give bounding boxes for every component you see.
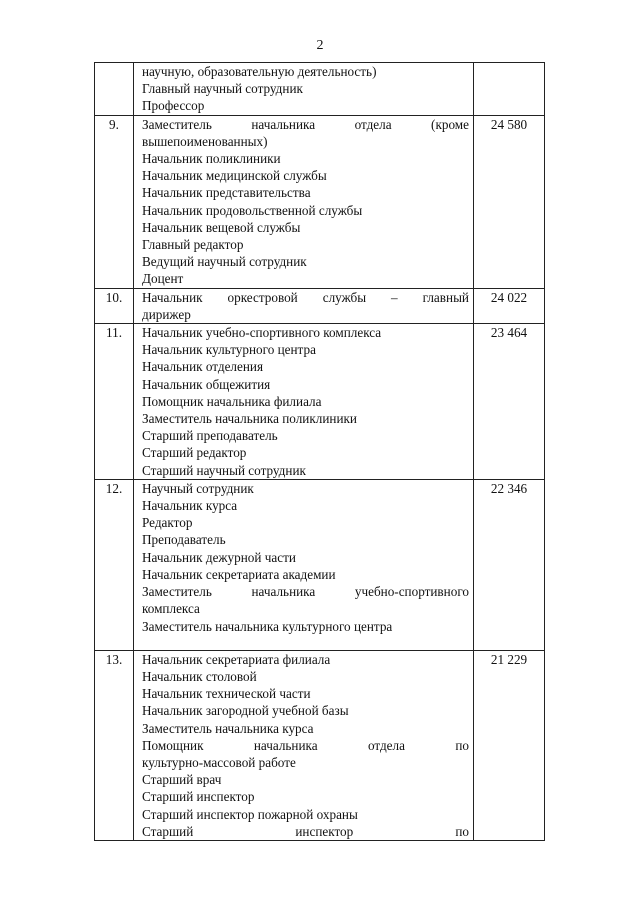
- page-number: 2: [316, 38, 324, 53]
- position-line: Старший инспектор по: [142, 823, 469, 839]
- position-titles: [134, 324, 474, 480]
- table-row: [95, 650, 545, 840]
- table-row: [95, 479, 545, 650]
- position-line: Преподаватель: [142, 532, 226, 548]
- table-row: [95, 324, 545, 480]
- position-line: культурно-массовой работе: [142, 754, 296, 770]
- row-number: 10.: [95, 288, 134, 323]
- table-row: [95, 63, 545, 116]
- salary-amount: 22 346: [474, 479, 545, 650]
- position-line: Старший редактор: [142, 445, 247, 461]
- position-line: Заместитель начальника отдела (кроме: [142, 116, 469, 132]
- position-line: Начальник секретариата филиала: [142, 651, 331, 667]
- position-line: Начальник поликлиники: [142, 151, 281, 167]
- position-line: Начальник оркестровой службы – главный: [142, 289, 469, 305]
- position-titles: [134, 288, 474, 323]
- position-line: Начальник столовой: [142, 668, 257, 684]
- row-number: 11.: [95, 324, 134, 480]
- position-line: Помощник начальника отдела по: [142, 737, 469, 753]
- position-titles: [134, 63, 474, 116]
- table-row: [95, 115, 545, 288]
- position-titles: [134, 479, 474, 650]
- row-number: [95, 63, 134, 116]
- position-line: Старший инспектор: [142, 789, 255, 805]
- position-line: Профессор: [142, 98, 205, 114]
- salary-amount: 21 229: [474, 650, 545, 840]
- position-line: Ведущий научный сотрудник: [142, 254, 307, 270]
- row-number: 13.: [95, 650, 134, 840]
- position-line: Начальник загородной учебной базы: [142, 703, 349, 719]
- position-line: Заместитель начальника учебно-спортивного: [142, 584, 469, 600]
- position-line: Начальник вещевой службы: [142, 219, 301, 235]
- position-line: Редактор: [142, 515, 193, 531]
- salary-amount: [474, 63, 545, 116]
- position-line: Помощник начальника филиала: [142, 393, 322, 409]
- position-line: Начальник технической части: [142, 686, 311, 702]
- position-line: Начальник дежурной части: [142, 549, 296, 565]
- salary-amount: 24 022: [474, 288, 545, 323]
- position-line: Заместитель начальника курса: [142, 720, 314, 736]
- position-titles: [134, 115, 474, 288]
- position-line: дирижер: [142, 306, 191, 322]
- position-line: Главный редактор: [142, 237, 244, 253]
- position-line: Заместитель начальника поликлиники: [142, 411, 357, 427]
- positions-table: [94, 62, 545, 841]
- position-titles: [134, 650, 474, 840]
- position-line: Начальник учебно-спортивного комплекса: [142, 325, 382, 341]
- salary-amount: 24 580: [474, 115, 545, 288]
- position-line: Научный сотрудник: [142, 480, 254, 496]
- position-line: Старший преподаватель: [142, 428, 278, 444]
- position-line: Начальник продовольственной службы: [142, 202, 363, 218]
- salary-amount: 23 464: [474, 324, 545, 480]
- position-line: Старший научный сотрудник: [142, 462, 306, 478]
- position-line: Доцент: [142, 271, 184, 287]
- position-line: комплекса: [142, 601, 200, 617]
- position-line: Начальник курса: [142, 498, 238, 514]
- row-number: 9.: [95, 115, 134, 288]
- position-line: Начальник отделения: [142, 359, 264, 375]
- position-line: Старший инспектор пожарной охраны: [142, 806, 358, 822]
- position-line: Начальник общежития: [142, 376, 271, 392]
- position-line: Начальник культурного центра: [142, 342, 316, 358]
- position-line: Заместитель начальника культурного центра: [142, 618, 393, 634]
- table-row: [95, 288, 545, 323]
- position-line: Начальник представительства: [142, 185, 311, 201]
- position-line: Старший врач: [142, 772, 222, 788]
- row-number: 12.: [95, 479, 134, 650]
- position-line: Главный научный сотрудник: [142, 81, 303, 97]
- position-line: научную, образовательную деятельность): [142, 64, 377, 79]
- position-line: Начальник медицинской службы: [142, 168, 327, 184]
- position-line: Начальник секретариата академии: [142, 566, 336, 582]
- position-line: вышепоименованных): [142, 133, 268, 149]
